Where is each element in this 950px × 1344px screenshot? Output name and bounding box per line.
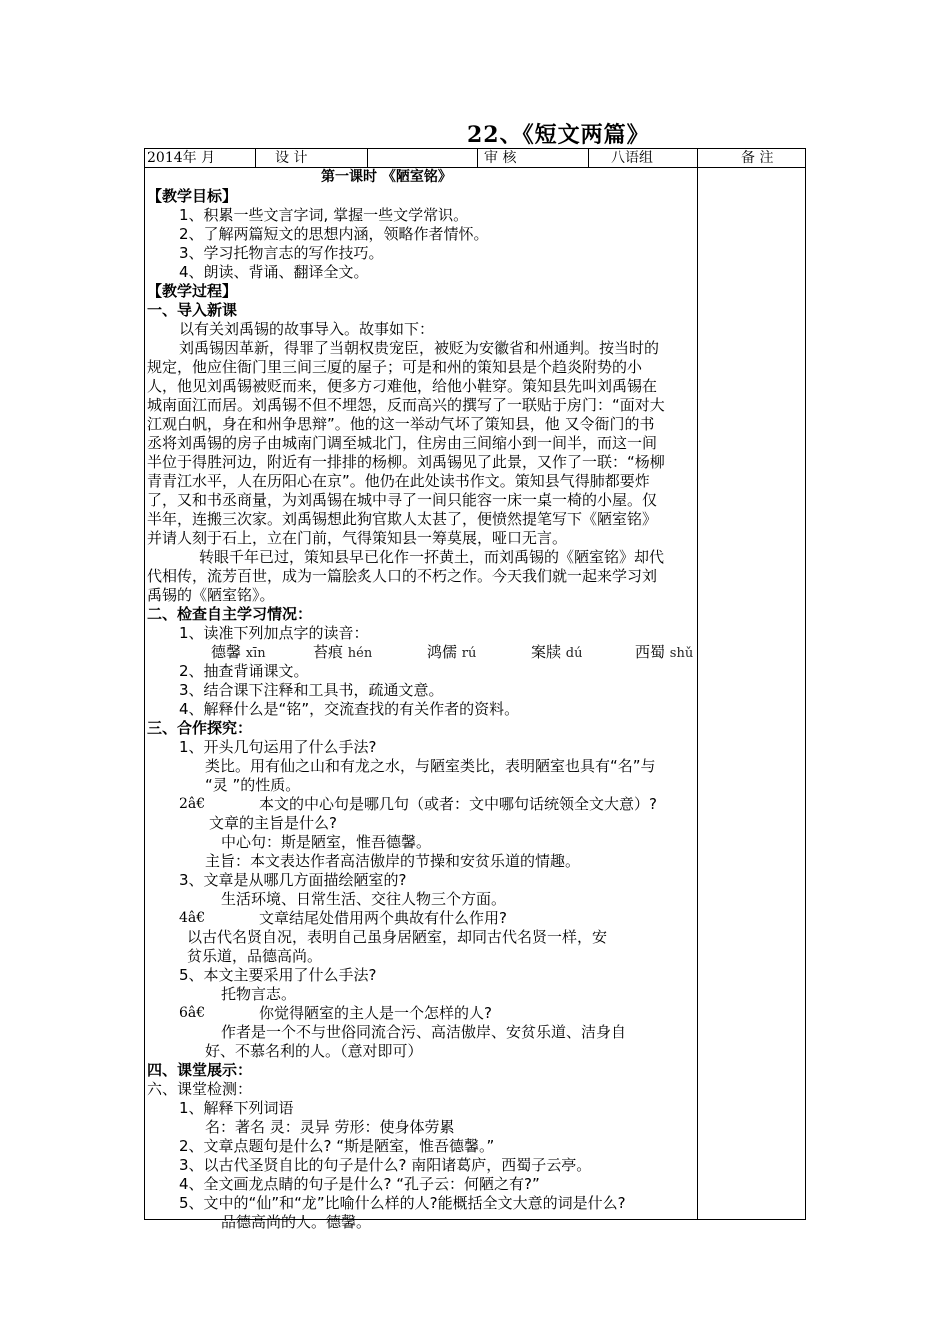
inquiry-line: 你觉得陋室的主人是一个怎样的人? [259, 1004, 492, 1022]
header-divider [477, 149, 478, 167]
intro-text: 以有关刘禹锡的故事导入。故事如下： [179, 320, 435, 338]
reading-item: 西蜀 shǔ [635, 643, 694, 661]
reading-item: 案牍 dú [531, 643, 583, 661]
test-line: 品德高尚的人。德馨。 [221, 1213, 372, 1231]
reading-item: 苔痕 hén [313, 643, 373, 661]
reading-item: 德馨 xīn [211, 643, 266, 661]
story-line: 青青江水平，人在历阳心在京”。他仍在此处读书作文。策知县气得肺都要炸 [147, 472, 650, 490]
story-line: 并请人刻于石上，立在门前，气得策知县一筹莫展，哑口无言。 [147, 529, 568, 547]
remark-column-divider [697, 149, 698, 1219]
section-heading-intro: 一、导入新课 [147, 301, 238, 319]
story-line: 半位于得胜河边，附近有一排排的杨柳。刘禹锡见了此景，又作了一联：“杨柳 [147, 453, 665, 471]
self-study-item: 4、解释什么是“铭”，交流查找的有关作者的资料。 [179, 700, 520, 718]
story-line: 半年，连搬三次家。刘禹锡想此狗官欺人太甚了，便愤然提笔写下《陋室铭》 [147, 510, 658, 528]
section-heading-self-study: 二、检查自主学习情况： [147, 605, 313, 623]
test-line: 名：著名 灵：灵异 劳形：使身体劳累 [205, 1118, 455, 1136]
test-line: 3、以古代圣贤自比的句子是什么? 南阳诸葛庐，西蜀子云亭。 [179, 1156, 592, 1174]
inquiry-line: 类比。用有仙之山和有龙之水，与陋室类比，表明陋室也具有“名”与 [205, 757, 656, 775]
section-heading-test: 六、课堂检测： [147, 1080, 253, 1098]
test-line: 4、全文画龙点睛的句子是什么? “孔子云：何陋之有?” [179, 1175, 540, 1193]
inquiry-line: 4â€ [179, 910, 206, 926]
inquiry-line: 本文的中心句是哪几句（或者：文中哪句话统领全文大意）? [259, 795, 657, 813]
story-line: 刘禹锡因革新，得罪了当朝权贵宠臣，被贬为安徽省和州通判。按当时的 [179, 339, 660, 357]
header-remark-label: 备 注 [741, 150, 774, 166]
story-line: 城南面江而居。刘禹锡不但不埋怨，反而高兴的撰写了一联贴于房门：“面对大 [147, 396, 665, 414]
reading-item: 鸿儒 rú [427, 643, 477, 661]
closing-line: 代相传，流芳百世，成为一篇脍炙人口的不朽之作。今天我们就一起来学习刘 [147, 567, 658, 585]
inquiry-line: 主旨：本文表达作者高洁傲岸的节操和安贫乐道的情趣。 [205, 852, 581, 870]
inquiry-line: “灵 ”的性质。 [205, 776, 301, 794]
test-line: 1、解释下列词语 [179, 1099, 294, 1117]
inquiry-line: 贫乐道，品德高尚。 [187, 947, 323, 965]
document-title: 22、《短文两篇》 [467, 122, 650, 148]
header-group: 八语组 [611, 150, 653, 166]
goal-item: 1、积累一些文言字词, 掌握一些文学常识。 [179, 206, 469, 224]
goals-heading: 【教学目标】 [147, 187, 238, 205]
inquiry-line: 3、文章是从哪几方面描绘陋室的? [179, 871, 407, 889]
lesson-plan-table [144, 148, 806, 1231]
test-line: 5、文中的“仙”和“龙”比喻什么样的人?能概括全文大意的词是什么? [179, 1194, 626, 1212]
inquiry-line: 托物言志。 [221, 985, 297, 1003]
self-study-item: 3、结合课下注释和工具书，疏通文意。 [179, 681, 444, 699]
inquiry-line: 作者是一个不与世俗同流合污、高洁傲岸、安贫乐道、洁身自 [221, 1023, 627, 1041]
closing-line: 禹锡的《陋室铭》。 [147, 586, 275, 604]
header-divider [367, 149, 368, 167]
story-line: 江观白帆，身在和州争思辩”。他的这一举动气坏了策知县，他 又令衙门的书 [147, 415, 655, 433]
story-line: 丞将刘禹锡的房子由城南门调至城北门，住房由三间缩小到一间半，而这一间 [147, 434, 658, 452]
goal-item: 3、学习托物言志的写作技巧。 [179, 244, 384, 262]
inquiry-line: 以古代名贤自况，表明自己虽身居陋室，却同古代名贤一样，安 [187, 928, 608, 946]
header-design-label: 设 计 [275, 150, 308, 166]
inquiry-line: 1、开头几句运用了什么手法? [179, 738, 377, 756]
inquiry-line: 文章的主旨是什么? [209, 814, 337, 832]
test-line: 2、文章点题句是什么? “斯是陋室，惟吾德馨。” [179, 1137, 495, 1155]
header-review-label: 审 核 [484, 150, 517, 166]
goal-item: 2、了解两篇短文的思想内涵，领略作者情怀。 [179, 225, 489, 243]
section-heading-inquiry: 三、合作探究： [147, 719, 253, 737]
inquiry-line: 2â€ [179, 796, 206, 812]
story-line: 了，又和书丞商量，为刘禹锡在城中寻了一间只能容一床一桌一椅的小屋。仅 [147, 491, 658, 509]
header-date: 2014年 月 [147, 150, 216, 166]
story-line: 规定，他应住衙门里三间三厦的屋子；可是和州的策知县是个趋炎附势的小 [147, 358, 643, 376]
goal-item: 4、朗读、背诵、翻译全文。 [179, 263, 369, 281]
story-line: 人，他见刘禹锡被贬而来，便多方刁难他，给他小鞋穿。策知县先叫刘禹锡在 [147, 377, 658, 395]
inquiry-line: 中心句：斯是陋室，惟吾德馨。 [221, 833, 432, 851]
inquiry-line: 生活环境、日常生活、交往人物三个方面。 [221, 890, 507, 908]
inquiry-line: 6â€ [179, 1005, 206, 1021]
self-study-item: 2、抽查背诵课文。 [179, 662, 309, 680]
inquiry-line: 文章结尾处借用两个典故有什么作用? [259, 909, 507, 927]
lesson-title: 第一课时 《陋室铭》 [321, 169, 452, 185]
section-heading-showcase: 四、课堂展示： [147, 1061, 253, 1079]
header-row [145, 149, 805, 168]
header-divider [588, 149, 589, 167]
self-study-item: 1、读准下列加点字的读音： [179, 624, 369, 642]
inquiry-line: 5、本文主要采用了什么手法? [179, 966, 377, 984]
process-heading: 【教学过程】 [147, 282, 238, 300]
inquiry-line: 好、不慕名利的人。（意对即可） [205, 1042, 423, 1060]
header-divider [255, 149, 256, 167]
closing-line: 转眼千年已过，策知县早已化作一抔黄土，而刘禹锡的《陋室铭》却代 [199, 548, 665, 566]
